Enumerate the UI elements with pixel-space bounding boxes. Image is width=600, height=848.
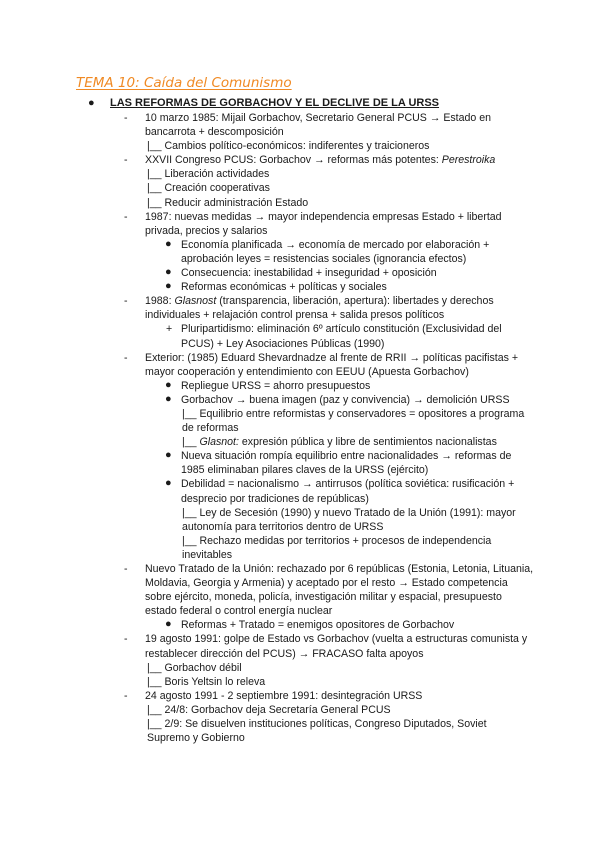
dash-marker: - (124, 689, 128, 702)
bullet-item (0, 379, 600, 393)
sub-item: |__ Glasnot: expresión pública y libre de sentimientos nacionalistas (182, 436, 497, 449)
dash-marker: - (124, 563, 128, 575)
item-text: 1987: nuevas medidas → mayor independencia empresas Estado + libertad privada, precios y salarios (145, 210, 502, 237)
list-item (0, 111, 600, 139)
list-item (0, 562, 600, 618)
item-text: Exterior: (1985) Eduard Shevardnadze al frente de RRII → políticas pacifistas + mayor cooperación y entendimiento con EEUU (Apuesta Gorbachov) (145, 351, 519, 378)
bullet-icon: ● (165, 449, 172, 462)
bullet-icon: ● (165, 237, 172, 250)
bullet-item (0, 266, 600, 280)
item-text: 1988: Glasnost (transparencia, liberación, apertura): libertades y derechos individuales + relajación control prensa + salida presos políticos (145, 295, 494, 322)
list-item (0, 351, 600, 379)
bullet-item (0, 477, 600, 505)
item-text: XXVII Congreso PCUS: Gorbachov → reformas más potentes: Perestroika (145, 154, 496, 167)
emphasis: Perestroika (441, 154, 496, 167)
bullet-text: Reformas + Tratado = enemigos opositores de Gorbachov (181, 619, 455, 632)
bullet-text: Consecuencia: inestabilidad + inseguridad + oposición (181, 267, 437, 280)
sub-item: |__ Boris Yeltsin lo releva (147, 675, 266, 688)
section-heading-text: LAS REFORMAS DE GORBACHOV Y EL DECLIVE DE LA URSS (110, 97, 440, 109)
item-text: 10 marzo 1985: Mijail Gorbachov, Secretario General PCUS → Estado en bancarrota + descomposición (145, 112, 492, 139)
dash-marker: - (124, 633, 128, 646)
bullet-text: Gorbachov → buena imagen (paz y convivencia) → demolición URSS (181, 393, 510, 406)
bullet-icon: ● (165, 477, 172, 490)
sub-item: |__ Creación cooperativas (147, 182, 270, 195)
plus-text: Pluripartidismo: eliminación 6º artículo constitución (Exclusividad del PCUS) + Ley Asociaciones Públicas (1990) (181, 323, 502, 350)
bullet-text: Nueva situación rompía equilibrio entre nacionalidades → reformas de 1985 eliminaban pilares claves de la URSS (ejército) (181, 450, 512, 477)
sub-item: |__ Liberación actividades (147, 168, 270, 181)
bullet-icon: ● (165, 378, 172, 391)
list-item (0, 210, 600, 238)
item-text: 24 agosto 1991 - 2 septiembre 1991: desintegración URSS (145, 689, 423, 702)
bullet-item (0, 280, 600, 294)
dash-marker: - (124, 295, 128, 308)
bullet-icon: ● (165, 392, 172, 405)
sub-item: |__ Rechazo medidas por territorios + procesos de independencia inevitables (182, 534, 492, 561)
bullet-item (0, 618, 600, 632)
bullet-text: Reformas económicas + políticas y sociales (181, 281, 387, 294)
emphasis: Glasnot: (199, 436, 239, 449)
emphasis: Glasnost (174, 295, 217, 308)
sub-item: |__ Ley de Secesión (1990) y nuevo Tratado de la Unión (1991): mayor autonomía para territorios dentro de URSS (182, 506, 516, 533)
bullet-item (0, 393, 600, 407)
document-body (0, 111, 600, 745)
list-item (0, 294, 600, 322)
sub-item: |__ 2/9: Se disuelven instituciones políticas, Congreso Diputados, Soviet Supremo y Gobierno (147, 718, 487, 745)
plus-marker: + (166, 323, 173, 336)
dash-marker: - (124, 154, 128, 167)
bullet-text: Debilidad = nacionalismo → antirrusos (política soviética: rusificación + desprecio por tradiciones de repúblicas) (181, 478, 515, 505)
plus-item (0, 322, 600, 350)
section-heading (88, 97, 440, 109)
list-item (0, 689, 600, 703)
bullet-icon: ● (88, 97, 95, 109)
page-title: TEMA 10: Caída del Comunismo (76, 75, 292, 91)
bullet-item (0, 238, 600, 266)
dash-marker: - (124, 210, 128, 223)
list-item (0, 632, 600, 660)
item-text: Nuevo Tratado de la Unión: rechazado por 6 repúblicas (Estonia, Letonia, Lituania, Moldavia, Georgia y Armenia) y aceptado por el resto → Estado competencia sobre ejército, moneda, policía, investigación militar y espacial, presupuesto estado federal o control energía nuclear (145, 563, 534, 618)
bullet-item (0, 449, 600, 477)
sub-item: |__ Reducir administración Estado (147, 196, 309, 209)
dash-marker: - (124, 351, 128, 364)
bullet-icon: ● (165, 266, 172, 279)
bullet-icon: ● (165, 618, 172, 631)
bullet-text: Repliegue URSS = ahorro presupuestos (181, 379, 371, 392)
bullet-icon: ● (165, 280, 172, 293)
dash-marker: - (124, 112, 128, 124)
item-text: 19 agosto 1991: golpe de Estado vs Gorbachov (vuelta a estructuras comunista y restablecer dirección del PCUS) → FRACASO falta apoyos (145, 633, 528, 660)
bullet-text: Economía planificada → economía de mercado por elaboración + aprobación leyes = resistencias sociales (ignorancia efectos) (181, 238, 490, 265)
sub-item: |__ Equilibrio entre reformistas y conservadores = opositores a programa de reformas (182, 407, 525, 435)
list-item (0, 153, 600, 167)
sub-item: |__ Cambios político-económicos: indiferentes y traicioneros (147, 140, 430, 153)
sub-item: |__ 24/8: Gorbachov deja Secretaría General PCUS (147, 703, 391, 716)
sub-item: |__ Gorbachov débil (147, 661, 242, 674)
